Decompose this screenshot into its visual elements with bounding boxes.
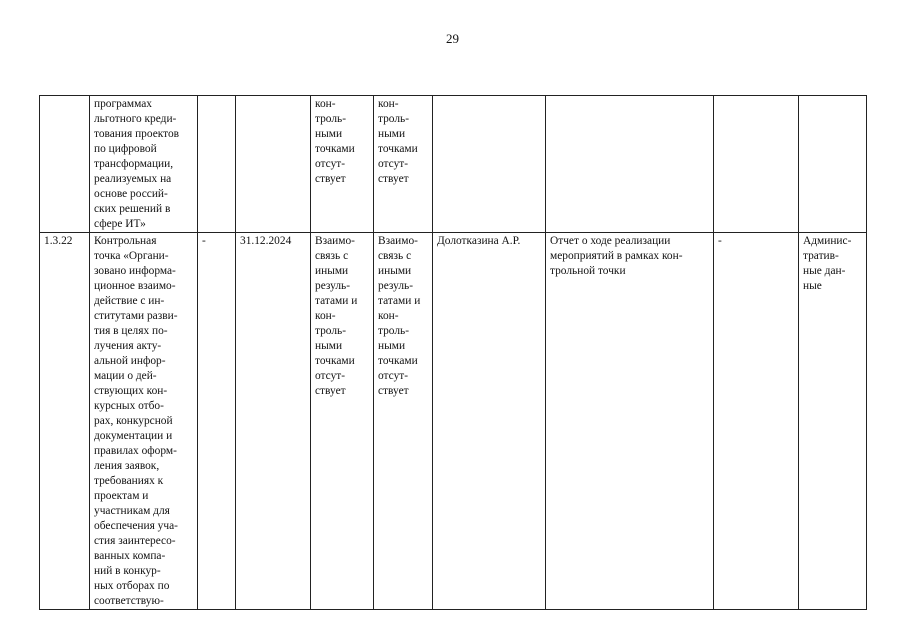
cell-name: программах льготного креди- тования проектов по цифровой трансформации, реализуемых на основе россий- ских решений в сфере ИТ» [90,96,198,233]
cell-end-date [236,96,311,233]
page-number: 29 [446,31,459,46]
cell-extra [714,96,799,233]
cell-relation-1: Взаимо- связь с иными резуль- татами и кон- троль- ными точками отсут- ствует [311,233,374,610]
cell-start-date [198,96,236,233]
cell-relation-2: кон- троль- ными точками отсут- ствует [374,96,433,233]
cell-end-date: 31.12.2024 [236,233,311,610]
cell-source: Админис- тратив- ные дан- ные [799,233,867,610]
cell-name: Контрольная точка «Органи- зовано информа- ционное взаимо- действие с ин- ститутами разви- тия в целях по- лучения акту- альной инфор- мации о дей- ствующих кон- курсных отбо- рах, конкурсной документации и правилах оформ- ления заявок, требованиях к проектам и участникам для обеспечения уча- стия заинтересо- ванных компа- ний в конкур- ных отборах по соответствую- [90,233,198,610]
cell-result [546,96,714,233]
cell-responsible [433,96,546,233]
cell-responsible: Долотказина А.Р. [433,233,546,610]
cell-start-date: - [198,233,236,610]
cell-result: Отчет о ходе реализации мероприятий в рамках кон- трольной точки [546,233,714,610]
table-row [40,233,867,610]
cell-extra: - [714,233,799,610]
cell-source [799,96,867,233]
cell-number: 1.3.22 [40,233,90,610]
cell-number [40,96,90,233]
cell-relation-1: кон- троль- ными точками отсут- ствует [311,96,374,233]
cell-relation-2: Взаимо- связь с иными резуль- татами и кон- троль- ными точками отсут- ствует [374,233,433,610]
control-points-table [39,95,867,610]
table-row [40,96,867,233]
